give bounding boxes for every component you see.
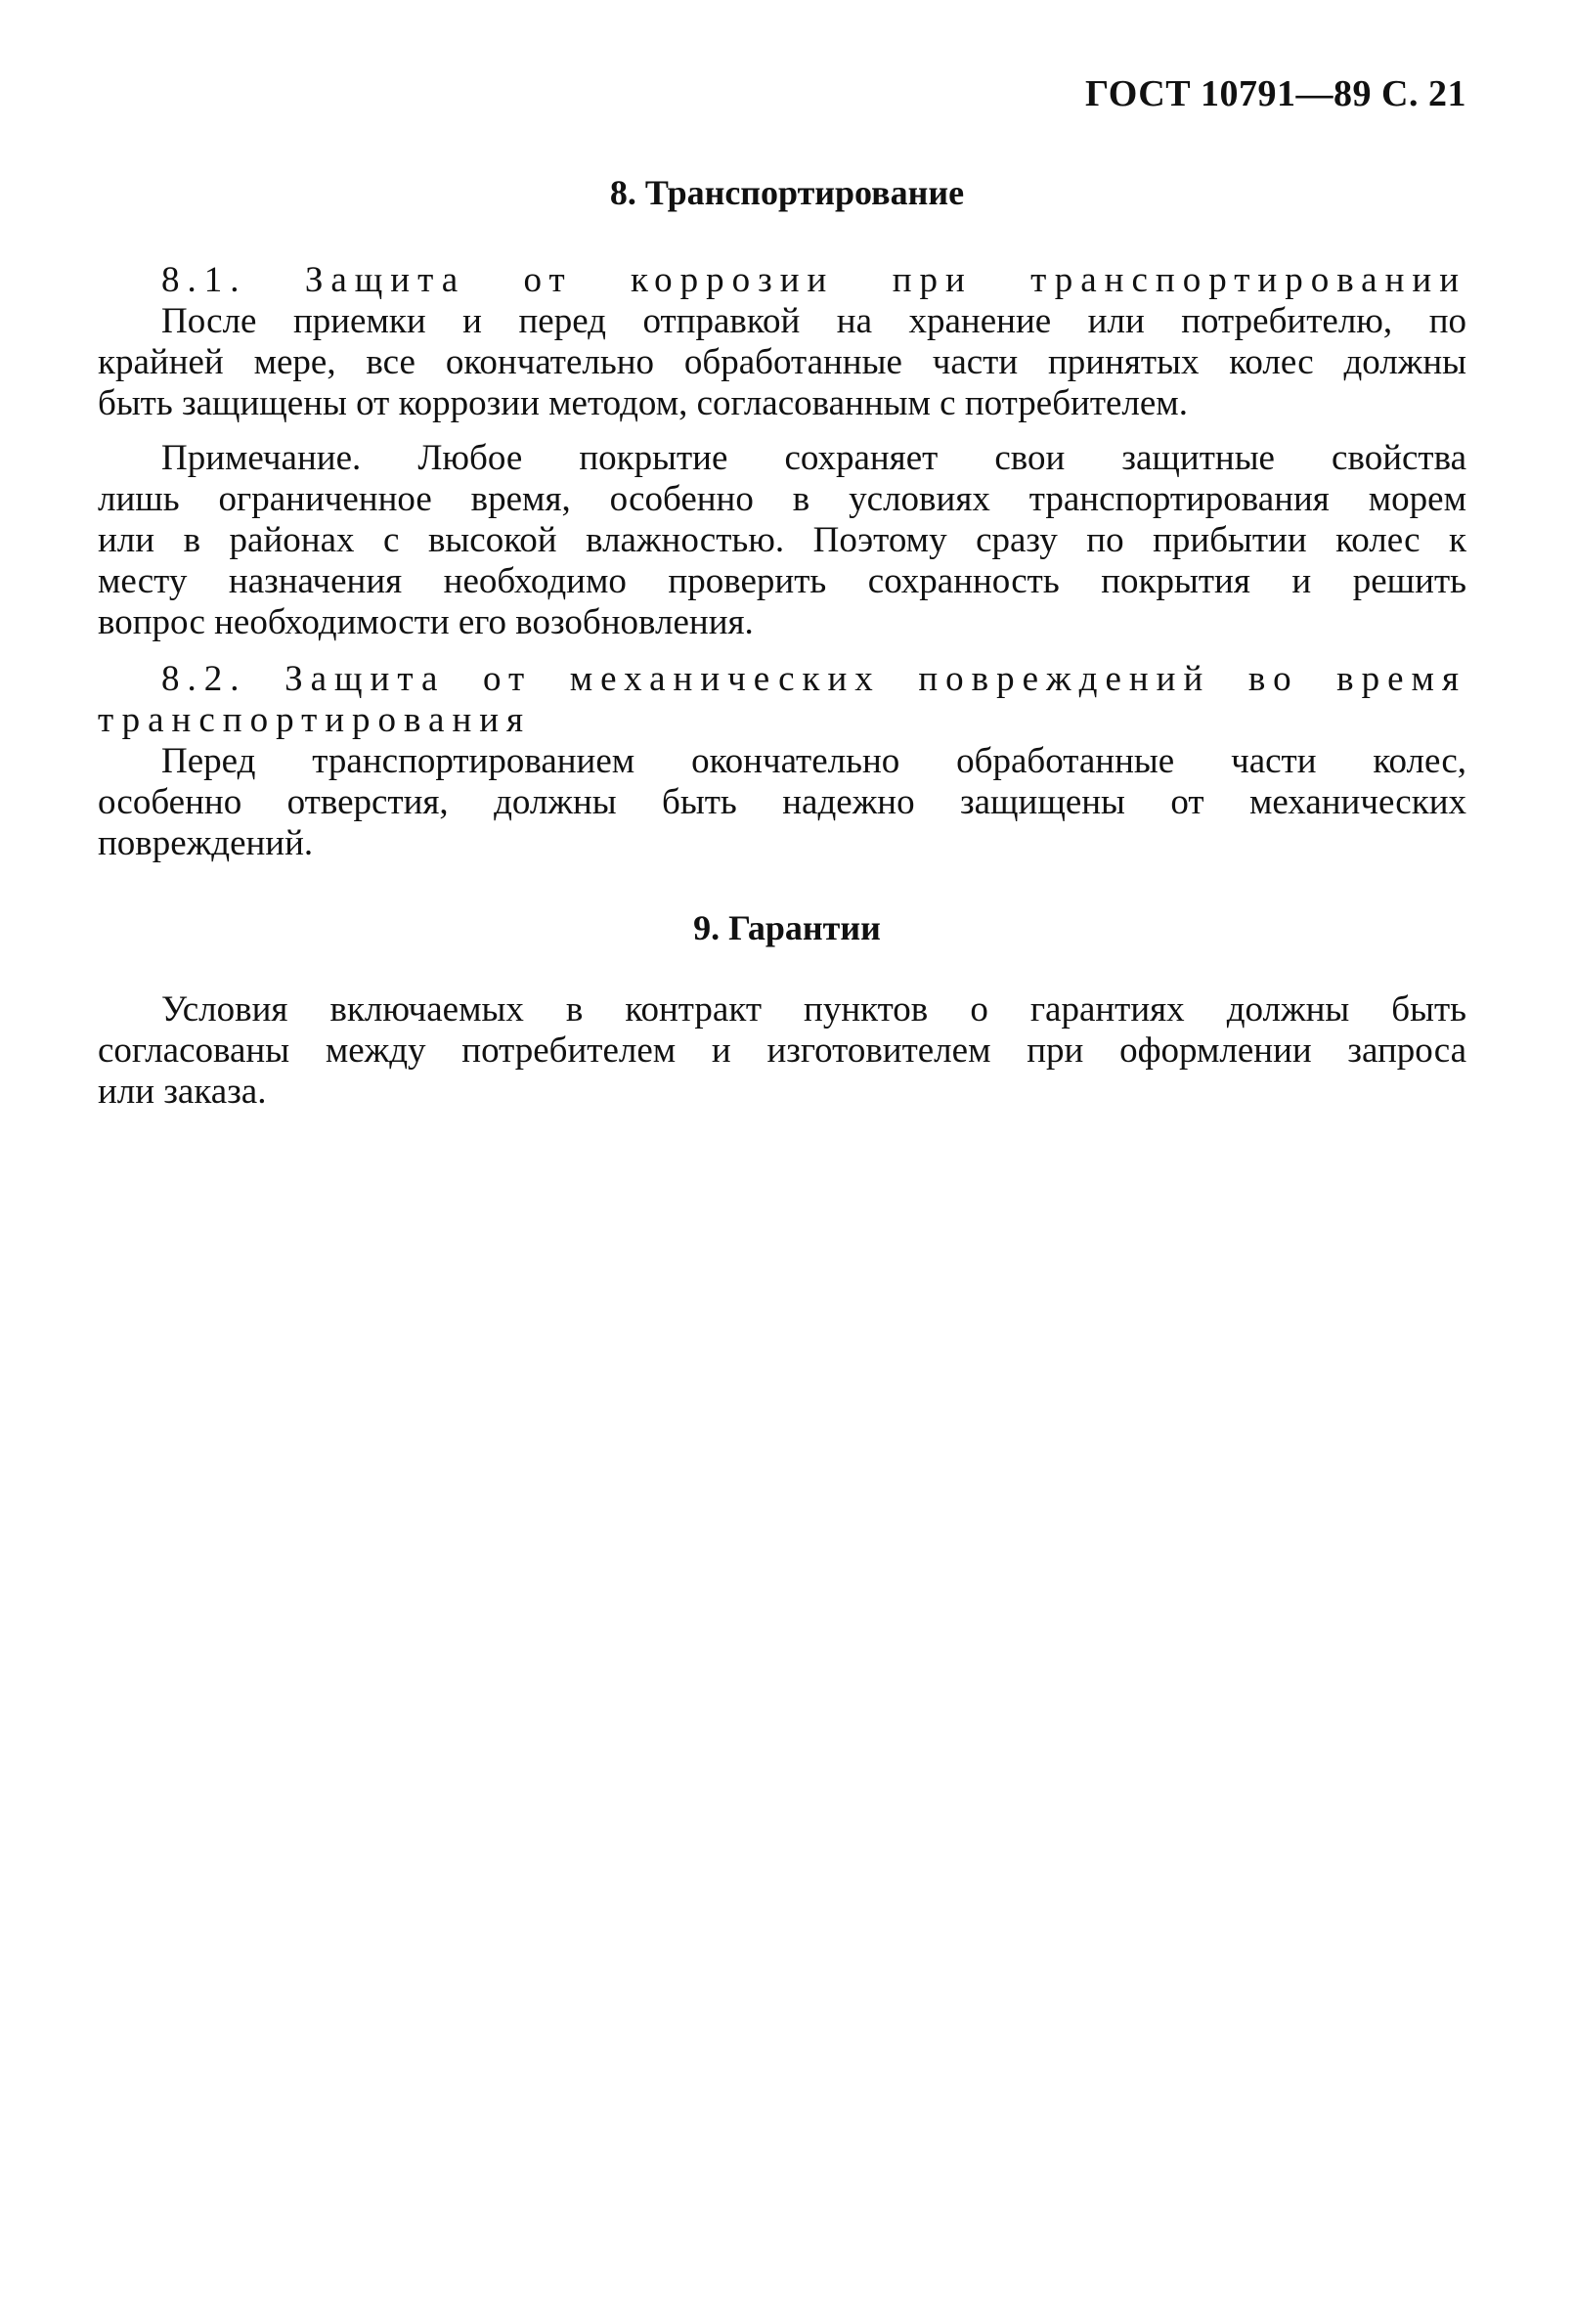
note-line: месту назначения необходимо проверить сохранность покрытия и решить <box>98 561 1466 601</box>
paragraph-line: или заказа. <box>98 1072 267 1112</box>
paragraph-line: крайней мере, все окончательно обработанные части принятых колес должны <box>98 342 1466 382</box>
paragraph-line: Условия включаемых в контракт пунктов о гарантиях должны быть <box>161 989 1466 1030</box>
paragraph-8-2-title-cont: транспортирования <box>98 700 532 740</box>
paragraph-9 <box>98 989 1466 1113</box>
note-line: лишь ограниченное время, особенно в условиях транспортирования морем <box>98 479 1466 519</box>
paragraph-line: После приемки и перед отправкой на хранение или потребителю, по <box>161 301 1466 341</box>
note-paragraph <box>98 438 1466 643</box>
paragraph-line: согласованы между потребителем и изготовителем при оформлении запроса <box>98 1030 1466 1071</box>
section-9-heading: 9. Гарантии <box>693 908 881 947</box>
paragraph-line: Перед транспортированием окончательно обработанные части колес, <box>161 741 1466 781</box>
paragraph-line: повреждений. <box>98 823 314 863</box>
paragraph-8-2-title: 8.2. Защита от механических повреждений во время <box>161 659 1466 699</box>
page-header: ГОСТ 10791—89 С. 21 <box>1085 73 1466 114</box>
paragraph-8-1 <box>98 260 1466 424</box>
note-line: или в районах с высокой влажностью. Поэтому сразу по прибытии колес к <box>98 520 1466 560</box>
paragraph-line: особенно отверстия, должны быть надежно защищены от механических <box>98 782 1466 822</box>
note-line: вопрос необходимости его возобновления. <box>98 602 754 642</box>
paragraph-8-2 <box>98 659 1466 864</box>
paragraph-line: быть защищены от коррозии методом, согласованным с потребителем. <box>98 383 1188 423</box>
section-8-heading: 8. Транспортирование <box>609 173 965 212</box>
note-line: Примечание. Любое покрытие сохраняет свои защитные свойства <box>161 438 1466 478</box>
paragraph-8-1-title: 8.1. Защита от коррозии при транспортировании <box>161 260 1466 300</box>
